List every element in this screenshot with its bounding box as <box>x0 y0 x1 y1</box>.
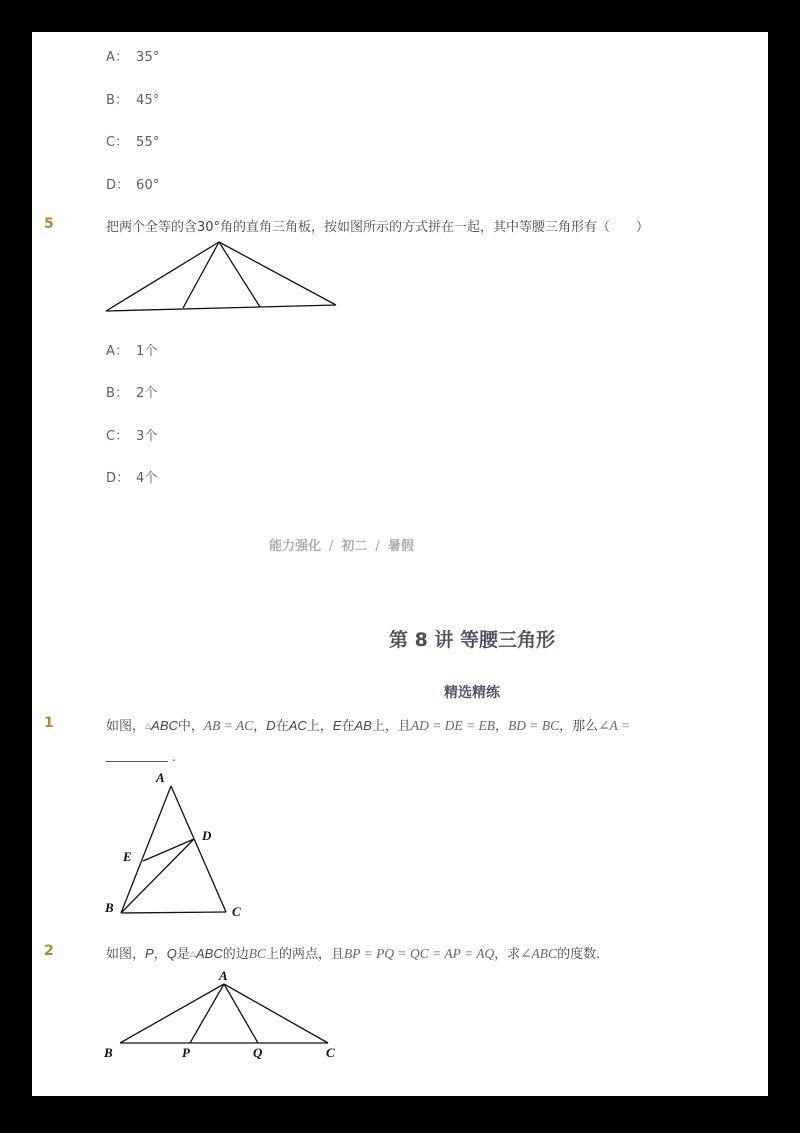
label-c: C <box>232 904 241 919</box>
label-b: B <box>104 1045 113 1060</box>
breadcrumb-item: 暑假 <box>387 539 414 554</box>
figure-triangle-abc-pq <box>32 32 768 1096</box>
text-segment: 中， <box>177 719 204 734</box>
text-segment: 如图， <box>106 719 146 734</box>
label-d: D <box>202 828 212 843</box>
text-segment: 上，且 <box>371 719 411 734</box>
point-label: D <box>266 718 276 733</box>
label-b: B <box>105 900 114 915</box>
question-text: 把两个全等的含30°角的直角三角板，按如图所示的方式拼在一起，其中等腰三角形有（ ） <box>106 220 650 235</box>
option-letter: B： <box>106 386 129 401</box>
math-expression: AB = AC <box>203 718 254 733</box>
segment-label: AC <box>288 718 307 733</box>
option-letter: D： <box>106 178 130 193</box>
option-letter: B： <box>106 93 129 108</box>
label-p: P <box>182 1045 190 1060</box>
triangle-symbol: △ <box>189 949 196 958</box>
point-label: Q <box>166 946 177 961</box>
segment-label: BC <box>248 946 267 961</box>
triangle-symbol: △ <box>145 721 152 730</box>
point-label: P <box>145 946 154 961</box>
text-segment: ，那么 <box>559 719 599 734</box>
math-expression: ∠ABC <box>520 946 558 961</box>
segment-label: AB <box>354 718 372 733</box>
option-value: 35° <box>136 50 160 65</box>
option-letter: A： <box>106 344 129 359</box>
document-page <box>32 32 768 1096</box>
breadcrumb-separator: / <box>375 539 380 554</box>
option-letter: C： <box>106 429 129 444</box>
text-segment: 在 <box>275 719 289 734</box>
label-e: E <box>123 849 132 864</box>
label-a: A <box>219 968 228 983</box>
text-segment: 上的两点，且 <box>266 947 345 962</box>
text-segment: 的度数． <box>557 947 610 962</box>
label-q: Q <box>253 1045 263 1060</box>
text-segment: 是 <box>176 947 190 962</box>
option-value: 1个 <box>136 344 158 359</box>
option-letter: A： <box>106 50 129 65</box>
math-expression: ∠A = <box>598 718 630 733</box>
option-value: 4个 <box>136 471 158 486</box>
breadcrumb-item: 能力强化 <box>269 539 322 554</box>
point-label: E <box>332 718 342 733</box>
option-value: 55° <box>136 135 160 150</box>
label-a: A <box>156 770 165 785</box>
option-letter: D： <box>106 471 130 486</box>
option-value: 2个 <box>136 386 158 401</box>
text-segment: ， <box>253 719 267 734</box>
text-segment: 上， <box>306 719 333 734</box>
triangle-name: ABC <box>151 718 178 733</box>
option-value: 3个 <box>136 429 158 444</box>
text-segment: 如图， <box>106 947 146 962</box>
section-title: 精选精练 <box>444 685 500 701</box>
text-segment: ， <box>153 947 167 962</box>
exercise-number: 2 <box>44 943 54 959</box>
exercise-number: 1 <box>44 715 54 731</box>
blank-suffix: . <box>172 750 176 764</box>
lesson-title: 第 8 讲 等腰三角形 <box>388 629 556 651</box>
math-expression: AD = DE = EB <box>410 718 496 733</box>
breadcrumb-item: 初二 <box>341 539 368 554</box>
text-segment: 的边 <box>222 947 249 962</box>
breadcrumb-separator: / <box>329 539 334 554</box>
math-expression: BD = BC <box>508 718 560 733</box>
text-segment: ，求 <box>494 947 521 962</box>
option-value: 45° <box>136 93 160 108</box>
text-segment: ， <box>495 719 509 734</box>
question-number: 5 <box>44 216 54 232</box>
triangle-name: ABC <box>196 946 223 961</box>
option-value: 60° <box>136 178 160 193</box>
text-segment: 在 <box>341 719 355 734</box>
math-expression: BP = PQ = QC = AP = AQ <box>344 946 495 961</box>
label-c: C <box>326 1045 335 1060</box>
option-letter: C： <box>106 135 129 150</box>
